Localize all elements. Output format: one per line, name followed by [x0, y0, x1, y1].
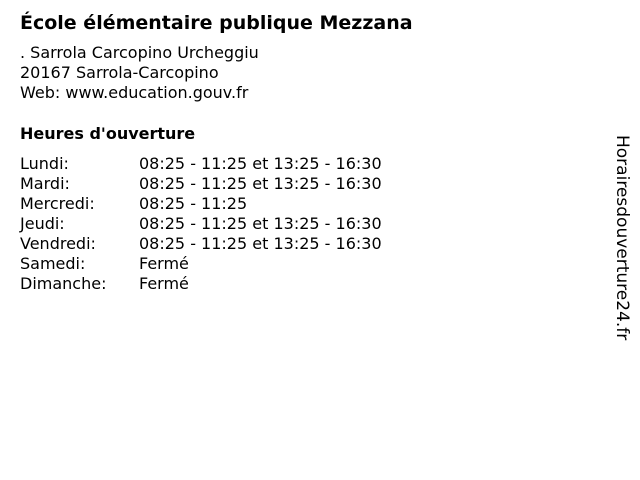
- address-city: 20167 Sarrola-Carcopino: [20, 63, 219, 82]
- day-hours: 08:25 - 11:25 et 13:25 - 16:30: [139, 174, 382, 193]
- day-hours: 08:25 - 11:25: [139, 194, 248, 213]
- day-label: Samedi:: [20, 254, 86, 273]
- day-hours: Fermé: [139, 274, 189, 293]
- day-label: Mardi:: [20, 174, 70, 193]
- day-hours: 08:25 - 11:25 et 13:25 - 16:30: [139, 214, 382, 233]
- site-brand-watermark: Horairesdouverture24.fr: [612, 135, 632, 341]
- day-label: Mercredi:: [20, 194, 95, 213]
- day-hours: Fermé: [139, 254, 189, 273]
- day-label: Dimanche:: [20, 274, 107, 293]
- day-label: Vendredi:: [20, 234, 96, 253]
- day-hours: 08:25 - 11:25 et 13:25 - 16:30: [139, 234, 382, 253]
- day-label: Jeudi:: [20, 214, 65, 233]
- opening-hours-heading: Heures d'ouverture: [20, 124, 196, 143]
- day-label: Lundi:: [20, 154, 69, 173]
- address-street: . Sarrola Carcopino Urcheggiu: [20, 43, 259, 62]
- website-link[interactable]: Web: www.education.gouv.fr: [20, 83, 249, 102]
- school-name: École élémentaire publique Mezzana: [20, 12, 413, 34]
- day-hours: 08:25 - 11:25 et 13:25 - 16:30: [139, 154, 382, 173]
- address-block: [20, 43, 259, 103]
